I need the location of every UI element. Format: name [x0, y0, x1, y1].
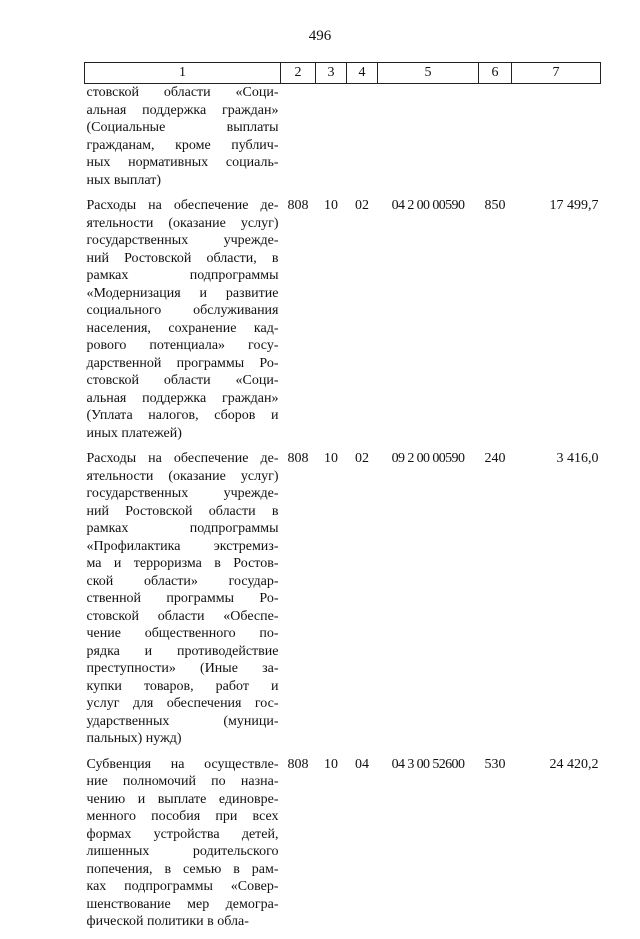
table-row	[85, 756, 601, 939]
description-line: населения, сохранение кад-	[86, 320, 279, 336]
description-line: ных выплат)	[86, 172, 162, 188]
description-line: ятельности (оказание услуг)	[86, 215, 279, 231]
description-line: альная поддержка граждан»	[86, 390, 279, 406]
description-line: Расходы на обеспечение де-	[86, 198, 279, 213]
row-description	[85, 450, 281, 756]
row-target-article-code: 04 3 00 52600	[391, 756, 465, 772]
description-line: лишенных родительского	[86, 844, 279, 859]
header-cell-subsection: 4	[347, 63, 378, 84]
row-subsection-code: 02	[355, 451, 369, 466]
description-line: ных нормативных социаль-	[86, 155, 279, 170]
description-line: формах устройства детей,	[86, 826, 279, 842]
row-amount: 3 416,0	[556, 451, 599, 466]
row-expense-type-code: 850	[484, 198, 506, 213]
header-cell-expense-type: 6	[479, 63, 512, 84]
description-line: ударственных (муници-	[86, 713, 279, 729]
table-row	[85, 197, 601, 450]
row-expense-type-code: 240	[484, 451, 506, 466]
description-line: рамках подпрограммы	[86, 521, 279, 536]
page-number: 496	[308, 28, 332, 44]
header-cell-section: 3	[316, 63, 347, 84]
description-line: альная поддержка граждан»	[86, 102, 279, 118]
row-grbs-code	[281, 84, 316, 198]
header-cell-description: 1	[85, 63, 281, 84]
description-line: ках подпрограммы «Совер-	[86, 879, 279, 894]
row-section-code: 10	[324, 198, 338, 213]
description-line: «Модернизация и развитие	[86, 285, 279, 301]
row-subsection-code: 02	[355, 198, 369, 213]
description-line: чению и выплате единовре-	[86, 791, 279, 807]
table-row	[85, 450, 601, 756]
description-line: ние полномочий по назна-	[86, 774, 279, 789]
description-line: социального обслуживания	[86, 303, 279, 318]
row-description	[85, 197, 281, 450]
table-row	[85, 84, 601, 198]
description-line: стовской области «Соци-	[86, 373, 279, 388]
description-line: купки товаров, работ и	[86, 678, 279, 694]
description-line: «Профилактика экстремиз-	[86, 538, 279, 554]
description-line: Субвенция на осуществле-	[86, 756, 279, 772]
description-line: рового потенциала» госу-	[86, 338, 279, 353]
description-line: шенствование мер демогра-	[86, 896, 279, 912]
header-cell-amount: 7	[512, 63, 601, 84]
row-subsection-code	[347, 84, 378, 198]
description-line: (Социальные выплаты	[86, 120, 279, 135]
description-line: ма и терроризма в Ростов-	[86, 556, 279, 571]
description-line: попечения, в семью в рам-	[86, 861, 279, 877]
description-line: чение общественного по-	[86, 626, 279, 641]
description-line: (Уплата налогов, сборов и	[86, 408, 279, 423]
row-grbs-code: 808	[287, 198, 309, 213]
row-target-article-code: 09 2 00 00590	[391, 451, 465, 466]
header-cell-grbs: 2	[281, 63, 316, 84]
row-section-code: 10	[324, 451, 338, 466]
row-description	[85, 84, 281, 198]
description-line: дарственной программы Ро-	[86, 355, 279, 371]
description-line: ний Ростовской области в	[86, 503, 279, 519]
row-expense-type-code: 530	[484, 756, 506, 772]
description-line: услуг для обеспечения гос-	[86, 696, 279, 711]
description-line: иных платежей)	[86, 425, 182, 441]
row-description	[85, 756, 281, 939]
table-body	[85, 84, 601, 939]
description-line: государственных учрежде-	[86, 486, 279, 501]
header-cell-target-article: 5	[378, 63, 479, 84]
header-row	[85, 63, 601, 84]
description-line: пальных) нужд)	[86, 731, 182, 746]
description-line: Расходы на обеспечение де-	[86, 451, 279, 466]
row-target-article-code	[378, 84, 479, 198]
row-amount: 17 499,7	[549, 198, 599, 213]
description-line: менного пособия при всех	[86, 809, 279, 824]
description-line: ятельности (оказание услуг)	[86, 468, 279, 484]
description-line: рядка и противодействие	[86, 643, 279, 659]
description-line: гражданам, кроме публич-	[86, 137, 279, 153]
description-line: преступности» (Иные за-	[86, 661, 279, 676]
description-line: государственных учрежде-	[86, 233, 279, 248]
description-line: ской области» государ-	[86, 573, 279, 589]
description-line: рамках подпрограммы	[86, 268, 279, 283]
row-amount: 24 420,2	[549, 756, 599, 772]
row-grbs-code: 808	[287, 756, 309, 772]
description-line: ственной программы Ро-	[86, 591, 279, 606]
description-line: стовской области «Обеспе-	[86, 608, 279, 624]
description-line: ний Ростовской области, в	[86, 250, 279, 266]
budget-table	[84, 62, 601, 939]
row-grbs-code: 808	[287, 451, 309, 466]
description-line: стовской области «Соци-	[86, 85, 279, 100]
row-target-article-code: 04 2 00 00590	[391, 198, 465, 213]
description-line: фической политики в обла-	[86, 914, 249, 929]
row-expense-type-code	[479, 84, 512, 198]
row-section-code	[316, 84, 347, 198]
row-amount	[512, 84, 601, 198]
row-subsection-code: 04	[355, 756, 369, 772]
row-section-code: 10	[324, 756, 338, 772]
